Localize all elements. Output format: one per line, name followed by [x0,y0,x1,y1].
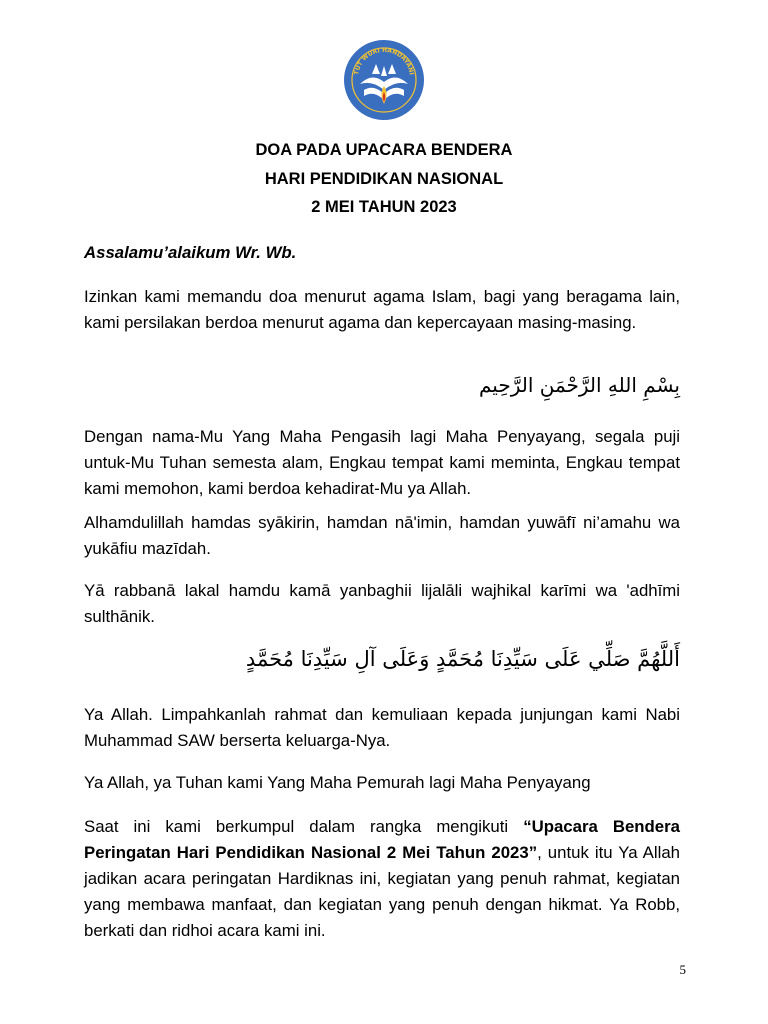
title-line-2: HARI PENDIDIKAN NASIONAL [264,169,504,188]
logo-motto: TUT WURI HANDAYANI [353,46,415,76]
title-line-3: 2 MEI TAHUN 2023 [311,198,457,216]
paragraph-hamdalah: Alhamdulillah hamdas syākirin, hamdan nā'imin, hamdan yuwāfī ni’amahu wa yukāfiu mazīdah. [84,513,680,558]
tut-wuri-handayani-logo [342,38,426,122]
title-line-1: DOA PADA UPACARA BENDERA [255,141,513,159]
paragraph-upacara [84,814,680,944]
arabic-shalawat: أَللَّهُمَّ صَلِّي عَلَى سَيِّدِنَا مُحَمَّدٍ وَعَلَى آلِ سَيِّدِنَا مُحَمَّدٍ [245,647,680,671]
paragraph-intro: Izinkan kami memandu doa menurut agama Islam, bagi yang beragama lain, kami persilakan berdoa menurut agama dan kepercayaan masing-masing. [84,287,680,332]
paragraph-praise: Dengan nama-Mu Yang Maha Pengasih lagi Maha Penyayang, segala puji untuk-Mu Tuhan semesta alam, Engkau tempat kami meminta, Engkau tempat kami memohon, kami berdoa kehadirat-Mu ya Allah. [84,427,680,498]
document-title [0,136,768,222]
arabic-basmalah: بِسْمِ اللهِ الرَّحْمَنِ الرَّحِيم [478,373,680,397]
paragraph-upacara-before: Saat ini kami berkumpul dalam rangka mengikuti [84,817,524,836]
paragraph-upacara-event-name: “Upacara Bendera Peringatan Hari Pendidikan Nasional 2 Mei Tahun 2023” [84,817,680,862]
paragraph-rahmat: Ya Allah. Limpahkanlah rahmat dan kemuliaan kepada junjungan kami Nabi Muhammad SAW berserta keluarga-Nya. [84,705,680,750]
paragraph-ya-allah: Ya Allah, ya Tuhan kami Yang Maha Pemurah lagi Maha Penyayang [84,773,591,792]
page-number: 5 [679,962,686,977]
paragraph-upacara-after: , untuk itu Ya Allah jadikan acara peringatan Hardiknas ini, kegiatan yang penuh rahmat, kegiatan yang membawa manfaat, dan kegiatan yang penuh dengan hikmat. Ya Robb, berkati dan ridhoi acara kami ini. [84,843,680,940]
greeting: Assalamu’alaikum Wr. Wb. [84,243,297,262]
paragraph-rabbana: Yā rabbanā lakal hamdu kamā yanbaghii lijalāli wajhikal karīmi wa 'adhīmi sulthānik. [84,581,680,626]
